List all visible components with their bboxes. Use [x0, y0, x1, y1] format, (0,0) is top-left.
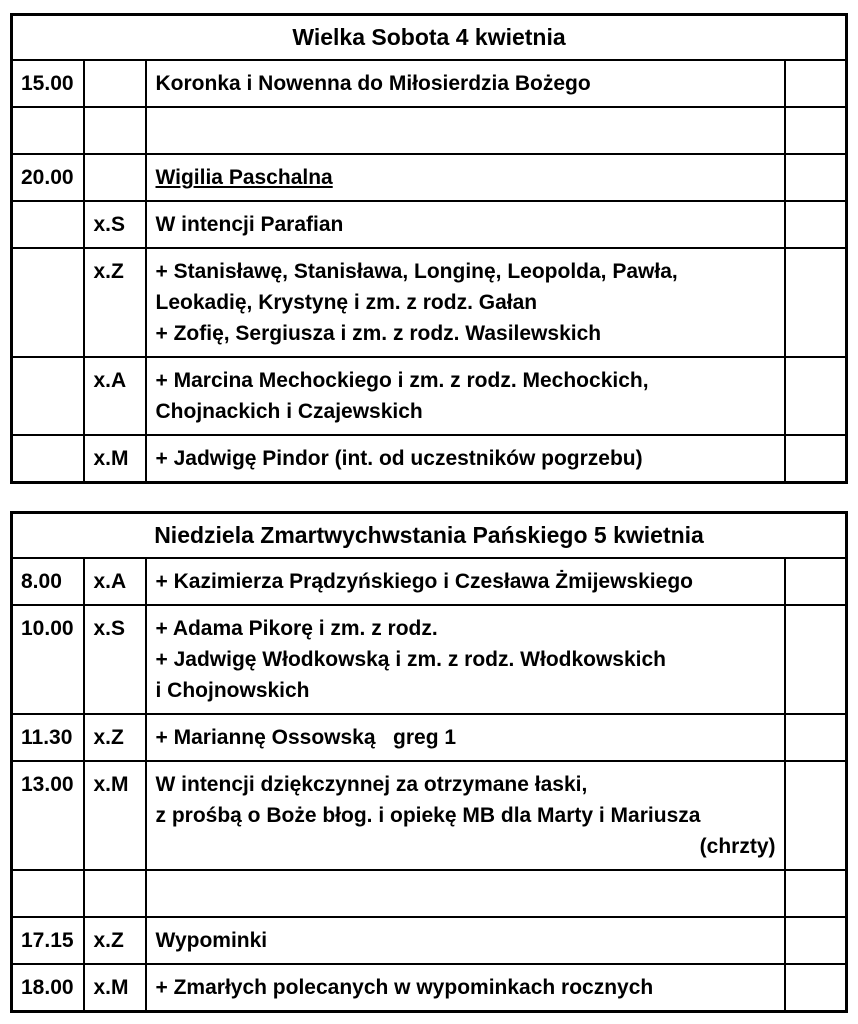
intention-line: + Kazimierza Prądzyńskiego i Czesława Żmijewskiego	[155, 570, 693, 593]
intention-line: + Jadwigę Włodkowską i zm. z rodz. Włodkowskich	[155, 648, 667, 671]
schedule-row-empty	[12, 107, 847, 154]
intention-cell	[146, 60, 785, 107]
intention-line: + Marcina Mechockiego i zm. z rodz. Mechockich,	[155, 369, 649, 392]
schedule-row	[12, 964, 847, 1012]
schedule-row-empty	[12, 870, 847, 917]
intention-line: + Zmarłych polecanych w wypominkach rocznych	[155, 976, 654, 999]
intention-cell	[146, 761, 785, 870]
intention-line: W intencji dziękczynnej za otrzymane łaski,	[155, 773, 588, 796]
time-cell	[12, 435, 84, 483]
intention-cell	[146, 917, 785, 964]
celebrant-code-cell: x.A	[84, 558, 146, 605]
empty-end-cell	[785, 714, 847, 761]
celebrant-code-cell: x.A	[84, 357, 146, 435]
table-header-row	[12, 15, 847, 61]
intention-cell	[146, 154, 785, 201]
intention-line: Koronka i Nowenna do Miłosierdzia Bożego	[155, 72, 591, 95]
celebrant-code-cell	[84, 107, 146, 154]
time-cell: 18.00	[12, 964, 84, 1012]
time-cell	[12, 870, 84, 917]
empty-end-cell	[785, 248, 847, 357]
schedule-row	[12, 714, 847, 761]
schedule-row	[12, 558, 847, 605]
intention-cell	[146, 435, 785, 483]
empty-end-cell	[785, 154, 847, 201]
celebrant-code-cell: x.Z	[84, 714, 146, 761]
intention-cell	[146, 714, 785, 761]
easter-sunday-schedule-table	[10, 511, 848, 1013]
celebrant-code-cell: x.Z	[84, 917, 146, 964]
time-cell: 17.15	[12, 917, 84, 964]
schedule-row	[12, 357, 847, 435]
empty-end-cell	[785, 107, 847, 154]
intention-cell	[146, 870, 785, 917]
intention-line: Leokadię, Krystynę i zm. z rodz. Gałan	[155, 291, 538, 314]
time-cell	[12, 107, 84, 154]
intention-line: Wypominki	[155, 929, 268, 952]
intention-line: + Adama Pikorę i zm. z rodz.	[155, 617, 438, 640]
empty-end-cell	[785, 357, 847, 435]
table-title: Wielka Sobota 4 kwietnia	[12, 15, 847, 61]
intention-cell	[146, 605, 785, 714]
time-cell: 8.00	[12, 558, 84, 605]
empty-end-cell	[785, 964, 847, 1012]
intention-cell	[146, 201, 785, 248]
intention-line: + Stanisławę, Stanisława, Longinę, Leopolda, Pawła,	[155, 260, 678, 283]
schedule-row	[12, 605, 847, 714]
table-header-row	[12, 513, 847, 559]
celebrant-code-cell: x.S	[84, 605, 146, 714]
intention-line: i Chojnowskich	[155, 679, 310, 702]
intention-line: W intencji Parafian	[155, 213, 344, 236]
empty-end-cell	[785, 761, 847, 870]
time-cell: 10.00	[12, 605, 84, 714]
celebrant-code-cell: x.M	[84, 435, 146, 483]
celebrant-code-cell: x.M	[84, 964, 146, 1012]
intention-cell	[146, 357, 785, 435]
empty-end-cell	[785, 605, 847, 714]
empty-end-cell	[785, 201, 847, 248]
celebrant-code-cell: x.Z	[84, 248, 146, 357]
intention-line	[156, 878, 776, 909]
time-cell	[12, 357, 84, 435]
intention-line: z prośbą o Boże błog. i opiekę MB dla Marty i Mariusza	[155, 804, 701, 827]
time-cell: 20.00	[12, 154, 84, 201]
celebrant-code-cell	[84, 870, 146, 917]
empty-end-cell	[785, 60, 847, 107]
intention-line	[156, 115, 776, 146]
intention-line: + Zofię, Sergiusza i zm. z rodz. Wasilewskich	[155, 322, 602, 345]
time-cell: 13.00	[12, 761, 84, 870]
schedule-rows	[12, 60, 847, 483]
schedule-row	[12, 917, 847, 964]
schedule-rows	[12, 558, 847, 1012]
celebrant-code-cell: x.S	[84, 201, 146, 248]
time-cell: 15.00	[12, 60, 84, 107]
time-cell	[12, 248, 84, 357]
intention-cell	[146, 964, 785, 1012]
empty-end-cell	[785, 870, 847, 917]
intention-line: + Mariannę Ossowską greg 1	[155, 726, 457, 749]
time-cell: 11.30	[12, 714, 84, 761]
intention-line: (chrzty)	[699, 835, 776, 858]
celebrant-code-cell	[84, 154, 146, 201]
table-title: Niedziela Zmartwychwstania Pańskiego 5 kwietnia	[12, 513, 847, 559]
intention-line: Wigilia Paschalna	[155, 166, 333, 189]
celebrant-code-cell: x.M	[84, 761, 146, 870]
time-cell	[12, 201, 84, 248]
schedule-row	[12, 435, 847, 483]
schedule-row	[12, 60, 847, 107]
intention-line: Chojnackich i Czajewskich	[155, 400, 423, 423]
intention-line: + Jadwigę Pindor (int. od uczestników pogrzebu)	[155, 447, 643, 470]
intention-cell	[146, 248, 785, 357]
empty-end-cell	[785, 917, 847, 964]
holy-saturday-schedule-table	[10, 13, 848, 484]
schedule-row	[12, 201, 847, 248]
schedule-row	[12, 248, 847, 357]
schedule-row	[12, 761, 847, 870]
empty-end-cell	[785, 435, 847, 483]
celebrant-code-cell	[84, 60, 146, 107]
schedule-row	[12, 154, 847, 201]
intention-cell	[146, 107, 785, 154]
empty-end-cell	[785, 558, 847, 605]
intention-cell	[146, 558, 785, 605]
